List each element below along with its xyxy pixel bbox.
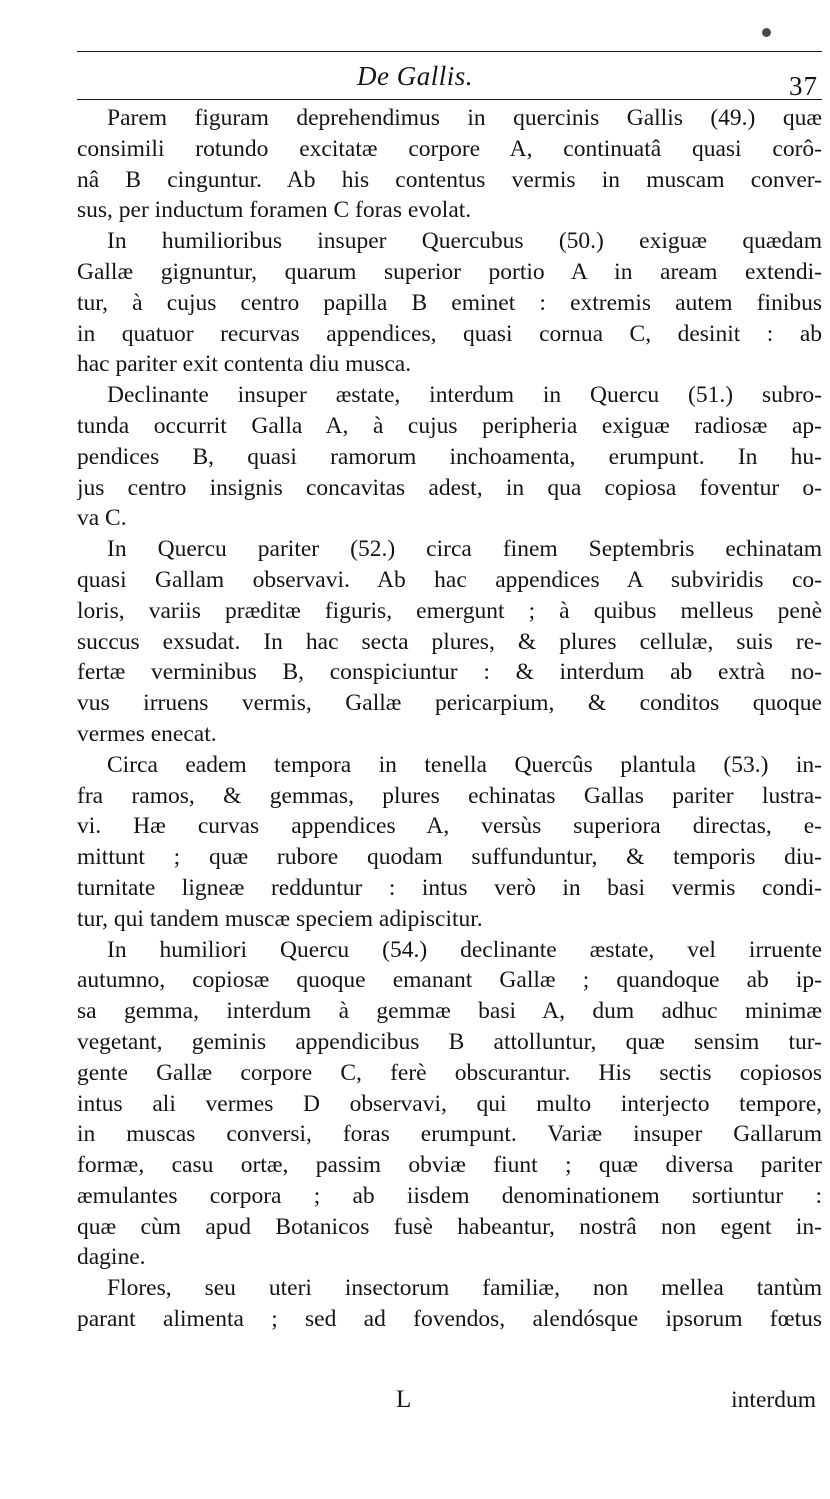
- text-line: succus exsudat. In hac secta plures, & plures cellulæ, suis re-: [77, 628, 822, 655]
- text-line: In humilioribus insuper Quercubus (50.) exiguæ quædam: [107, 228, 822, 255]
- text-line: fra ramos, & gemmas, plures echinatas Gallas pariter lustra-: [77, 782, 822, 809]
- text-line: sa gemma, interdum à gemmæ basi A, dum adhuc minimæ: [77, 998, 822, 1025]
- catchword: interdum: [731, 1387, 816, 1413]
- text-line: consimili rotundo excitatæ corpore A, continuatâ quasi corô-: [77, 135, 822, 162]
- ink-spot: [762, 28, 771, 37]
- text-line: tur, à cujus centro papilla B eminet : extremis autem finibus: [77, 289, 822, 316]
- text-line: gente Gallæ corpore C, ferè obscurantur. His sectis copiosos: [77, 1059, 822, 1086]
- text-line: Gallæ gignuntur, quarum superior portio A in aream extendi-: [77, 258, 822, 285]
- body-text: [77, 103, 822, 1335]
- text-line: in quatuor recurvas appendices, quasi cornua C, desinit : ab: [77, 320, 822, 347]
- text-line: vi. Hæ curvas appendices A, versùs superiora directas, e-: [77, 813, 822, 840]
- text-line: parant alimenta ; sed ad fovendos, alendósque ipsorum fœtus: [77, 1306, 822, 1333]
- text-line: tur, qui tandem muscæ speciem adipiscitur.: [77, 905, 483, 932]
- text-line: va C.: [77, 505, 127, 532]
- text-line: vegetant, geminis appendicibus B attolluntur, quæ sensim tur-: [77, 1028, 822, 1055]
- text-line: intus ali vermes D observavi, qui multo interjecto tempore,: [77, 1090, 822, 1117]
- header-rule-bottom: [77, 99, 822, 100]
- text-line: pendices B, quasi ramorum inchoamenta, erumpunt. In hu-: [77, 443, 822, 470]
- text-line: Circa eadem tempora in tenella Quercûs plantula (53.) in-: [107, 751, 822, 778]
- text-line: fertæ verminibus B, conspiciuntur : & interdum ab extrà no-: [77, 659, 822, 686]
- text-line: vermes enecat.: [77, 720, 217, 747]
- text-line: Flores, seu uteri insectorum familiæ, non mellea tantùm: [107, 1275, 822, 1302]
- text-line: in muscas conversi, foras erumpunt. Variæ insuper Gallarum: [77, 1121, 822, 1148]
- text-line: tunda occurrit Galla A, à cujus peripheria exiguæ radiosæ ap-: [77, 412, 822, 439]
- text-line: loris, variis præditæ figuris, emergunt ; à quibus melleus penè: [77, 597, 822, 624]
- text-line: mittunt ; quæ rubore quodam suffunduntur, & temporis diu-: [77, 844, 822, 871]
- text-line: Declinante insuper æstate, interdum in Quercu (51.) subro-: [107, 382, 822, 409]
- text-line: dagine.: [77, 1244, 146, 1271]
- text-line: formæ, casu ortæ, passim obviæ fiunt ; quæ diversa pariter: [77, 1152, 822, 1179]
- text-line: hac pariter exit contenta diu musca.: [77, 351, 412, 378]
- signature-mark: L: [396, 1386, 412, 1413]
- text-line: autumno, copiosæ quoque emanant Gallæ ; quandoque ab ip-: [77, 967, 822, 994]
- text-line: jus centro insignis concavitas adest, in qua copiosa foventur o-: [77, 474, 822, 501]
- text-line: In Quercu pariter (52.) circa finem Septembris echinatam: [107, 536, 822, 563]
- text-line: vus irruens vermis, Gallæ pericarpium, & conditos quoque: [77, 690, 822, 717]
- running-title: De Gallis.: [357, 61, 473, 91]
- text-line: quæ cùm apud Botanicos fusè habeantur, nostrâ non egent in-: [77, 1213, 822, 1240]
- header-rule-top: [77, 51, 822, 52]
- page-number: 37: [789, 71, 818, 101]
- text-line: turnitate ligneæ redduntur : intus verò in basi vermis condi-: [77, 874, 822, 901]
- text-line: sus, per inductum foramen C foras evolat.: [77, 197, 472, 224]
- text-line: quasi Gallam observavi. Ab hac appendices A subviridis co-: [77, 566, 822, 593]
- text-line: æmulantes corpora ; ab iisdem denominationem sortiuntur :: [77, 1182, 822, 1209]
- text-line: In humiliori Quercu (54.) declinante æstate, vel irruente: [107, 936, 822, 963]
- text-line: Parem figuram deprehendimus in quercinis Gallis (49.) quæ: [107, 105, 822, 131]
- text-line: nâ B cinguntur. Ab his contentus vermis in muscam conver-: [77, 166, 822, 193]
